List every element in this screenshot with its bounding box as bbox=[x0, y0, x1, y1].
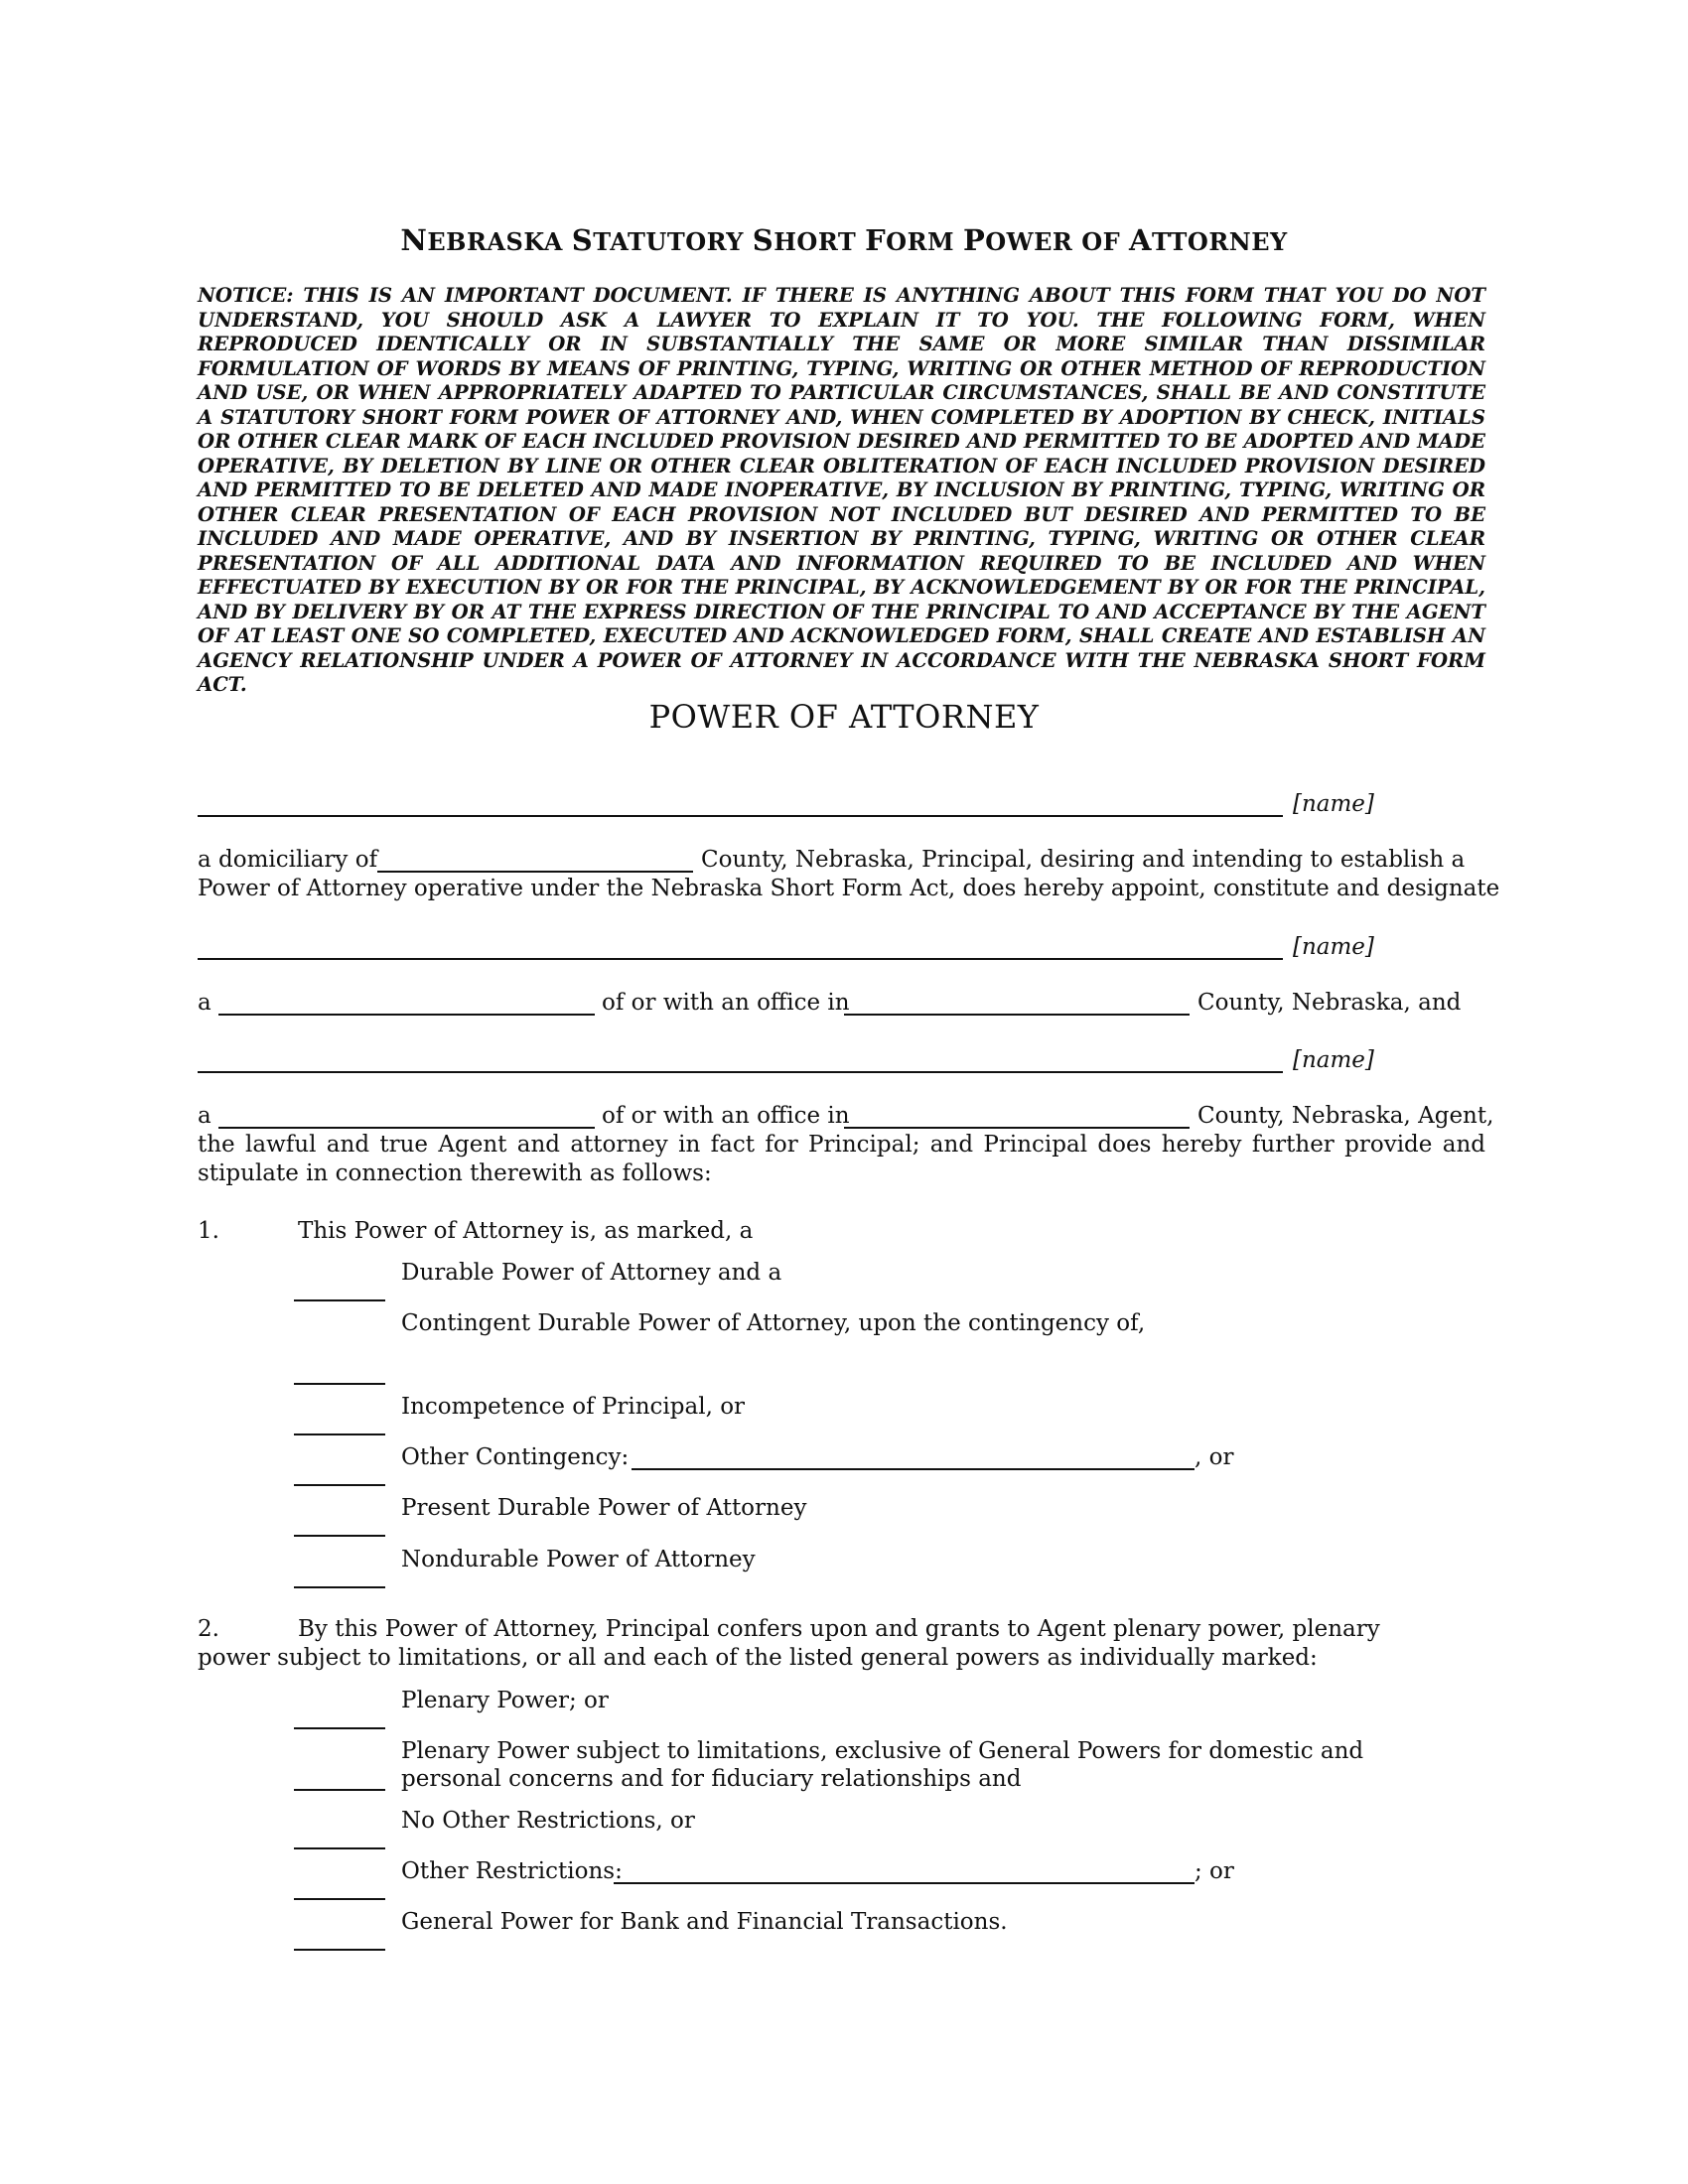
checkbox-no-other-restrictions[interactable] bbox=[294, 1847, 385, 1849]
option-nondurable: Nondurable Power of Attorney bbox=[401, 1547, 756, 1572]
section1-text: This Power of Attorney is, as marked, a bbox=[298, 1218, 754, 1244]
agent2-county-line[interactable] bbox=[844, 1127, 1190, 1129]
office-label: of or with an office in bbox=[602, 1103, 850, 1129]
checkbox-other-restrictions[interactable] bbox=[294, 1898, 385, 1900]
section-heading: POWER OF ATTORNEY bbox=[648, 698, 1040, 736]
option-plenary-limited: Plenary Power subject to limitations, exclusive of General Powers for domestic and bbox=[401, 1738, 1364, 1764]
name-label: [name] bbox=[1293, 934, 1374, 960]
agent-paragraph: the lawful and true Agent and attorney in fact for Principal; and Principal does hereby further provide and stipulate in connection therewith as follows: bbox=[198, 1132, 1485, 1186]
option-other-restrictions: Other Restrictions: bbox=[401, 1858, 623, 1884]
domiciliary-line2: Power of Attorney operative under the Nebraska Short Form Act, does hereby appoint, constitute and designate bbox=[198, 876, 1500, 901]
option-incompetence: Incompetence of Principal, or bbox=[401, 1394, 746, 1420]
option-no-other-restrictions: No Other Restrictions, or bbox=[401, 1808, 695, 1834]
domiciliary-prefix: a domiciliary of bbox=[198, 847, 378, 873]
county-agent-label: County, Nebraska, Agent, bbox=[1197, 1103, 1494, 1129]
other-restrictions-suffix: ; or bbox=[1195, 1858, 1234, 1884]
checkbox-plenary-limited[interactable] bbox=[294, 1789, 385, 1791]
principal-name-line[interactable] bbox=[198, 815, 1283, 817]
checkbox-nondurable[interactable] bbox=[294, 1586, 385, 1588]
other-contingency-line[interactable] bbox=[632, 1468, 1195, 1470]
checkbox-incompetence[interactable] bbox=[294, 1433, 385, 1435]
checkbox-other-contingency[interactable] bbox=[294, 1484, 385, 1486]
agent2-type-line[interactable] bbox=[218, 1127, 595, 1129]
checkbox-contingent-durable[interactable] bbox=[294, 1383, 385, 1385]
notice-paragraph: NOTICE: THIS IS AN IMPORTANT DOCUMENT. IF THERE IS ANYTHING ABOUT THIS FORM THAT YOU DO NOT UNDERSTAND, YOU SHOULD ASK A LAWYER TO EXPLAIN IT TO YOU. THE FOLLOWING FORM, WHEN REPRODUCED IDENTICALLY OR IN SUBSTANTIALLY THE SAME OR MORE SIMILAR THAN DISSIMILAR FORMULATION OF WORDS BY MEANS OF PRINTING, TYPING, WRITING OR OTHER METHOD OF REPRODUCTION AND USE, OR WHEN APPROPRIATELY ADAPTED TO PARTICULAR CIRCUMSTANCES, SHALL BE AND CONSTITUTE A STATUTORY SHORT FORM POWER OF ATTORNEY AND, WHEN COMPLETED BY ADOPTION BY CHECK, INITIALS OR OTHER CLEAR MARK OF EACH INCLUDED PROVISION DESIRED AND PERMITTED TO BE ADOPTED AND MADE OPERATIVE, BY DELETION BY LINE OR OTHER CLEAR OBLITERATION OF EACH INCLUDED PROVISION DESIRED AND PERMITTED TO BE DELETED AND MADE INOPERATIVE, BY INCLUSION BY PRINTING, TYPING, WRITING OR OTHER CLEAR PRESENTATION OF EACH PROVISION NOT INCLUDED BUT DESIRED AND PERMITTED TO BE INCLUDED AND MADE OPERATIVE, AND BY INSERTION BY PRINTING, TYPING, WRITING OR OTHER CLEAR PRESENTATION OF ALL ADDITIONAL DATA AND INFORMATION REQUIRED TO BE INCLUDED AND WHEN EFFECTUATED BY EXECUTION BY OR FOR THE PRINCIPAL, BY ACKNOWLEDGEMENT BY OR FOR THE PRINCIPAL, AND BY DELIVERY BY OR AT THE EXPRESS DIRECTION OF THE PRINCIPAL TO AND ACCEPTANCE BY THE AGENT OF AT LEAST ONE SO COMPLETED, EXECUTED AND ACKNOWLEDGED FORM, SHALL CREATE AND ESTABLISH AN AGENCY RELATIONSHIP UNDER A POWER OF ATTORNEY IN ACCORDANCE WITH THE NEBRASKA SHORT FORM ACT. bbox=[198, 284, 1485, 696]
name-label: [name] bbox=[1293, 1047, 1374, 1073]
office-label: of or with an office in bbox=[602, 990, 850, 1016]
option-bank-financial: General Power for Bank and Financial Transactions. bbox=[401, 1909, 1008, 1935]
checkbox-bank-financial[interactable] bbox=[294, 1949, 385, 1951]
section2-text: By this Power of Attorney, Principal confers upon and grants to Agent plenary power, plenary bbox=[298, 1616, 1380, 1642]
domiciliary-suffix: County, Nebraska, Principal, desiring and intending to establish a bbox=[701, 847, 1466, 873]
section2-number: 2. bbox=[198, 1616, 219, 1642]
agent1-name-line[interactable] bbox=[198, 958, 1283, 960]
county-and-label: County, Nebraska, and bbox=[1197, 990, 1462, 1016]
option-plenary-limited-line2: personal concerns and for fiduciary relationships and bbox=[401, 1766, 1022, 1792]
option-present-durable: Present Durable Power of Attorney bbox=[401, 1495, 807, 1521]
section1-number: 1. bbox=[198, 1218, 219, 1244]
checkbox-durable[interactable] bbox=[294, 1299, 385, 1301]
a-label: a bbox=[198, 990, 211, 1016]
option-durable: Durable Power of Attorney and a bbox=[401, 1260, 782, 1286]
section2-text-line2: power subject to limitations, or all and each of the listed general powers as individually marked: bbox=[198, 1645, 1318, 1671]
agent2-name-line[interactable] bbox=[198, 1071, 1283, 1073]
option-contingent-durable: Contingent Durable Power of Attorney, upon the contingency of, bbox=[401, 1310, 1146, 1336]
agent1-county-line[interactable] bbox=[844, 1014, 1190, 1016]
name-label: [name] bbox=[1293, 791, 1374, 817]
option-other-contingency: Other Contingency: bbox=[401, 1444, 630, 1470]
option-plenary: Plenary Power; or bbox=[401, 1688, 609, 1713]
a-label: a bbox=[198, 1103, 211, 1129]
agent1-type-line[interactable] bbox=[218, 1014, 595, 1016]
checkbox-plenary[interactable] bbox=[294, 1727, 385, 1729]
checkbox-present-durable[interactable] bbox=[294, 1535, 385, 1537]
other-restrictions-line[interactable] bbox=[614, 1882, 1195, 1884]
principal-county-line[interactable] bbox=[377, 871, 693, 873]
document-title: NEBRASKA STATUTORY SHORT FORM POWER OF ATTORNEY bbox=[400, 223, 1288, 257]
other-contingency-suffix: , or bbox=[1195, 1444, 1234, 1470]
